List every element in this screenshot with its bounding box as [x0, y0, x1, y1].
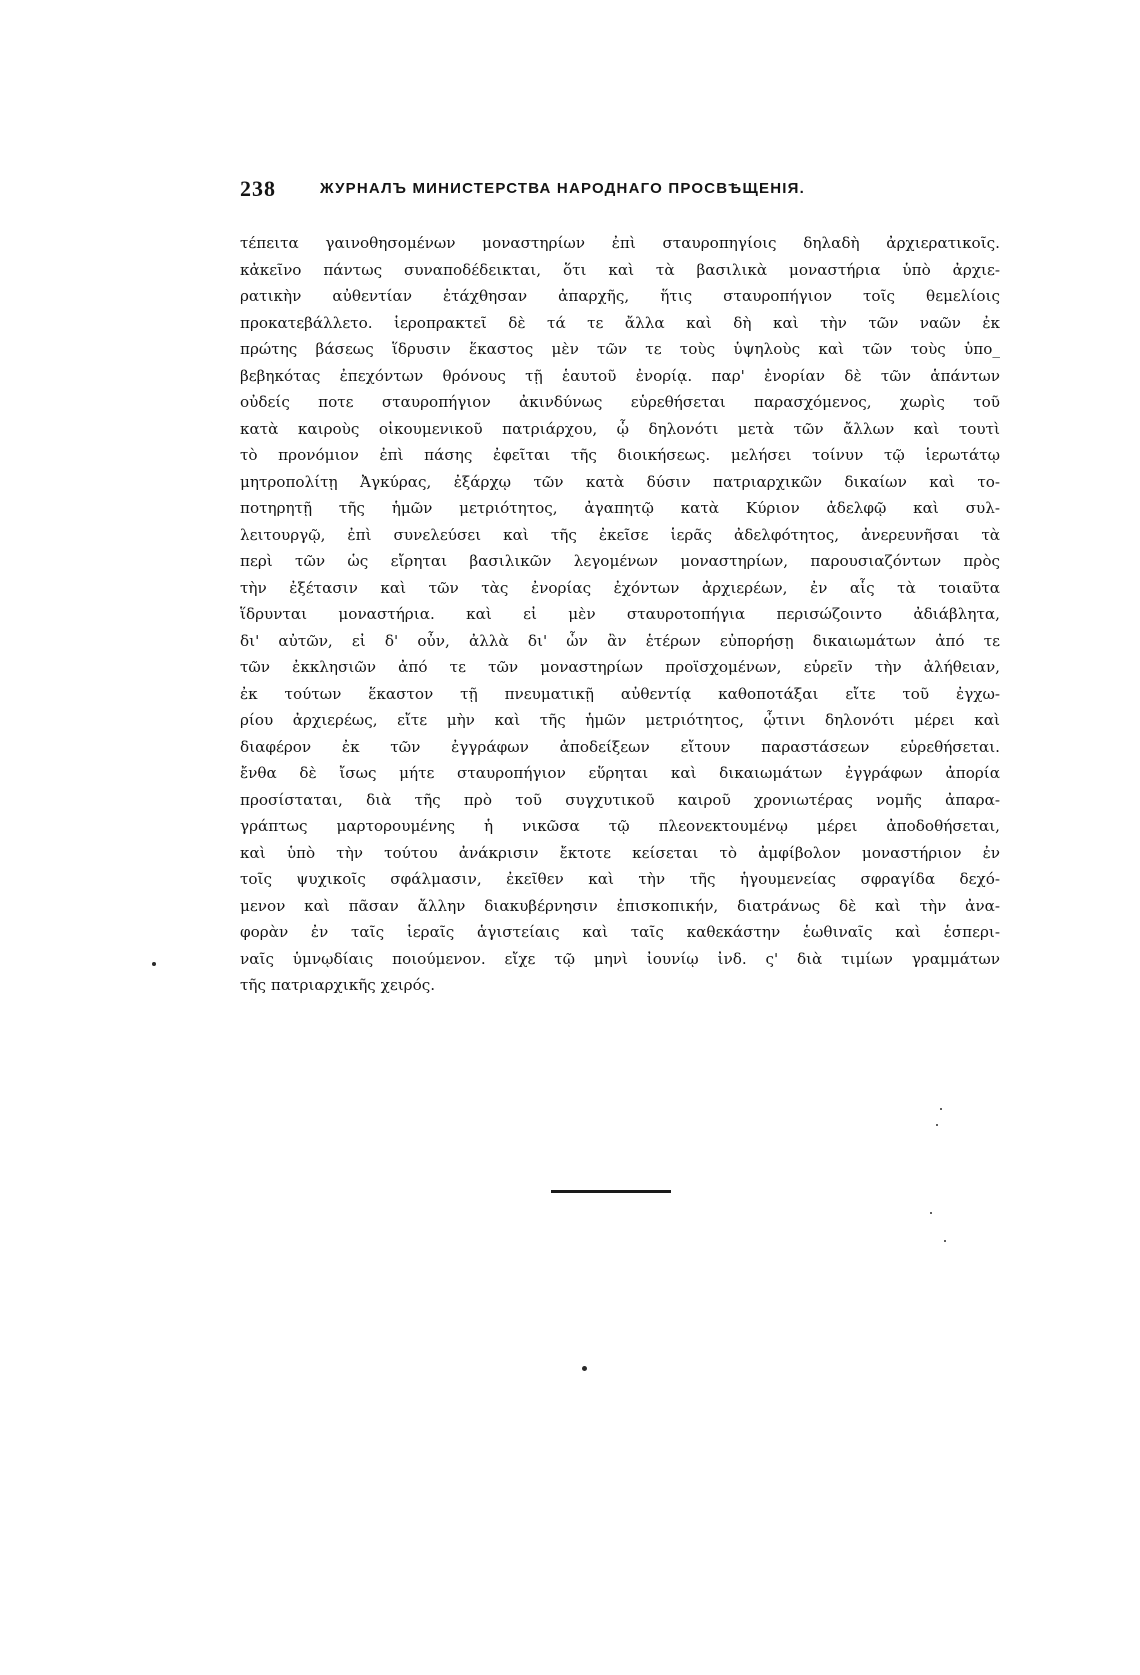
text-line: προσίσταται, διὰ τῆς πρὸ τοῦ συγχυτικοῦ καιροῦ χρονιωτέρας νομῆς ἀπαρα- — [240, 790, 1000, 809]
text-line: φορὰν ἐν ταῖς ἱεραῖς ἁγιστείαις καὶ ταῖς καθεκάστην ἑωθιναῖς καὶ ἑσπερι- — [240, 923, 1000, 941]
text-line: δι' αὐτῶν, εἰ δ' οὖν, ἀλλὰ δι' ὧν ἂν ἑτέρων εὐπορήσῃ δικαιωμάτων ἀπό τε — [240, 631, 1000, 650]
text-line: τοῖς ψυχικοῖς σφάλμασιν, ἐκεῖθεν καὶ τὴν τῆς ἡγουμενείας σφραγίδα δεχό- — [240, 870, 1000, 888]
text-line: τῶν ἐκκλησιῶν ἀπό τε τῶν μοναστηρίων προϊσχομένων, εὑρεῖν τὴν ἀλήθειαν, — [240, 658, 1000, 676]
journal-title: ЖУРНАЛЪ МИНИСТЕРСТВА НАРОДНАГО ПРОСВѢЩЕНІЯ. — [320, 180, 805, 197]
text-line: κἀκεῖνο πάντως συναποδέδεικται, ὅτι καὶ τὰ βασιλικὰ μοναστήρια ὑπὸ ἀρχιε- — [240, 260, 1000, 279]
text-line: τέπειτα γαινοθησομένων μοναστηρίων ἐπὶ σταυροπηγίοις δηλαδὴ ἀρχιερατικοῖς. — [240, 234, 1000, 252]
text-line: οὐδείς ποτε σταυροπήγιον ἀκινδύνως εὑρεθήσεται παρασχόμενος, χωρὶς τοῦ — [240, 393, 1000, 411]
text-line: καὶ ὑπὸ τὴν τούτου ἀνάκρισιν ἔκτοτε κείσεται τὸ ἀμφίβολον μοναστήριον ἐν — [240, 843, 1000, 862]
scan-speck — [582, 1366, 587, 1371]
scan-speck — [930, 1212, 932, 1214]
scan-speck — [152, 962, 156, 966]
running-head — [240, 176, 1000, 206]
text-line: γράπτως μαρτορουμένης ἡ νικῶσα τῷ πλεονεκτουμένῳ μέρει ἀποδοθήσεται, — [240, 817, 1000, 835]
text-line: πρώτης βάσεως ἵδρυσιν ἕκαστος μὲν τῶν τε τοὺς ὑψηλοὺς καὶ τῶν τοὺς ὑπο_ — [240, 340, 1000, 358]
text-line: ρίου ἀρχιερέως, εἴτε μὴν καὶ τῆς ἡμῶν μετριότητος, ᾧτινι δηλονότι μέρει καὶ — [240, 711, 1000, 729]
body-text — [240, 230, 1000, 999]
text-line: ἔνθα δὲ ἴσως μήτε σταυροπήγιον εὕρηται καὶ δικαιωμάτων ἐγγράφων ἀπορία — [240, 764, 1000, 782]
scan-speck — [944, 1240, 946, 1242]
text-line: περὶ τῶν ὡς εἴρηται βασιλικῶν λεγομένων μοναστηρίων, παρουσιαζόντων πρὸς — [240, 552, 1000, 570]
text-line: ἐκ τούτων ἕκαστον τῇ πνευματικῇ αὐθεντίᾳ καθοποτάξαι εἴτε τοῦ ἐγχω- — [240, 684, 1000, 703]
text-line: τῆς πατριαρχικῆς χειρός. — [240, 976, 436, 994]
text-line: μενον καὶ πᾶσαν ἄλλην διακυβέρνησιν ἐπισκοπικήν, διατράνως δὲ καὶ τὴν ἀνα- — [240, 896, 1000, 915]
text-line: ποτηρητῇ τῆς ἡμῶν μετριότητος, ἀγαπητῷ κατὰ Κύριον ἀδελφῷ καὶ συλ- — [240, 499, 1000, 517]
text-line: διαφέρον ἐκ τῶν ἐγγράφων ἀποδείξεων εἴτουν παραστάσεων εὑρεθήσεται. — [240, 737, 1000, 756]
end-rule — [551, 1190, 671, 1193]
scan-speck — [940, 1108, 942, 1110]
text-line: τὸ προνόμιον ἐπὶ πάσης ἐφεῖται τῆς διοικήσεως. μελήσει τοίνυν τῷ ἱερωτάτῳ — [240, 446, 1000, 464]
text-line: ρατικὴν αὐθεντίαν ἐτάχθησαν ἀπαρχῆς, ἥτις σταυροπήγιον τοῖς θεμελίοις — [240, 287, 1000, 305]
text-line: μητροπολίτῃ Ἀγκύρας, ἐξάρχῳ τῶν κατὰ δύσιν πατριαρχικῶν δικαίων καὶ το- — [240, 472, 1000, 491]
text-line: προκατεβάλλετο. ἱεροπρακτεῖ δὲ τά τε ἄλλα καὶ δὴ καὶ τὴν τῶν ναῶν ἐκ — [240, 313, 1000, 332]
text-line: τὴν ἐξέτασιν καὶ τῶν τὰς ἐνορίας ἐχόντων ἀρχιερέων, ἐν αἷς τὰ τοιαῦτα — [240, 578, 1000, 597]
page-number: 238 — [240, 176, 276, 201]
scan-speck — [936, 1124, 938, 1126]
text-line: κατὰ καιροὺς οἰκουμενικοῦ πατριάρχου, ᾧ δηλονότι μετὰ τῶν ἄλλων καὶ τουτὶ — [240, 419, 1000, 438]
text-line: λειτουργῷ, ἐπὶ συνελεύσει καὶ τῆς ἐκεῖσε ἱερᾶς ἀδελφότητος, ἀνερευνῆσαι τὰ — [240, 525, 1000, 544]
text-line: βεβηκότας ἐπεχόντων θρόνους τῇ ἑαυτοῦ ἐνορίᾳ. παρ' ἐνορίαν δὲ τῶν ἁπάντων — [240, 366, 1000, 385]
text-line: ναῖς ὑμνῳδίαις ποιούμενον. εἴχε τῷ μηνὶ ἰουνίῳ ἰνδ. ς' διὰ τιμίων γραμμάτων — [240, 949, 1000, 968]
text-line: ἵδρυνται μοναστήρια. καὶ εἰ μὲν σταυροτοπήγια περισώζοιντο ἀδιάβλητα, — [240, 605, 1000, 623]
